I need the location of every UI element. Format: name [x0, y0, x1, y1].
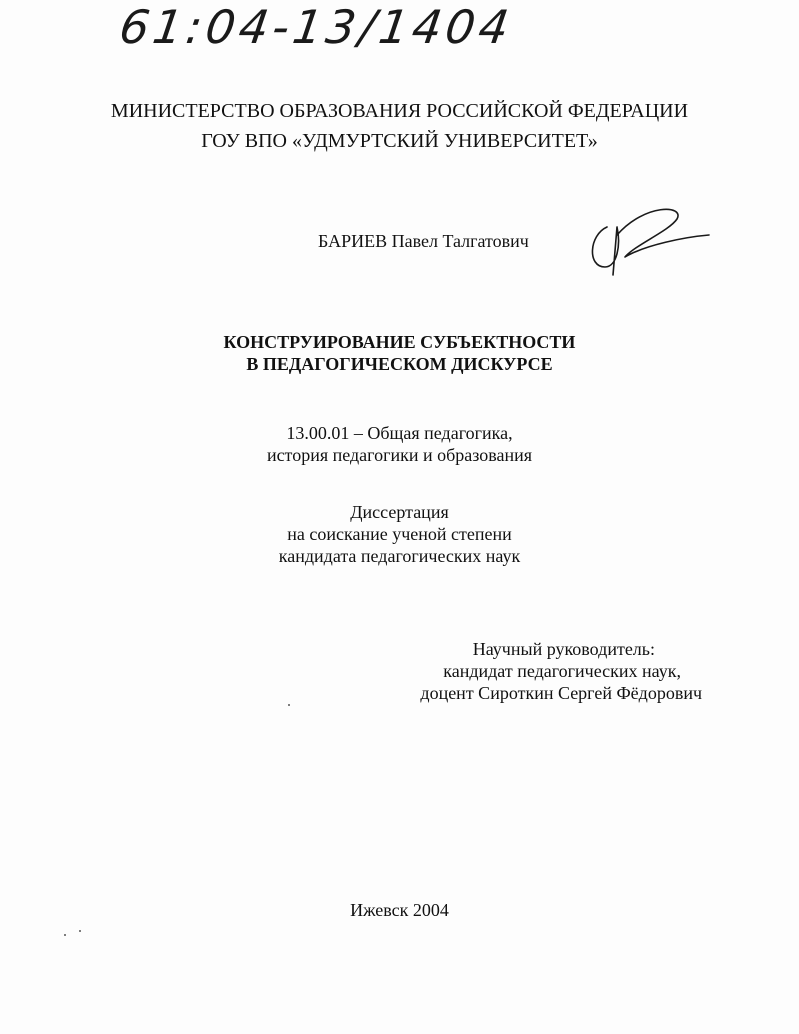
- specialty-code: [0, 422, 799, 466]
- scan-speck: [288, 704, 290, 706]
- title-line-1: КОНСТРУИРОВАНИЕ СУБЪЕКТНОСТИ: [223, 332, 576, 352]
- specialty-line-1: 13.00.01 – Общая педагогика,: [286, 423, 513, 443]
- degree-line-1: Диссертация: [350, 502, 449, 522]
- ministry-name: МИНИСТЕРСТВО ОБРАЗОВАНИЯ РОССИЙСКОЙ ФЕДЕРАЦИИ: [110, 100, 689, 122]
- supervisor-name: доцент Сироткин Сергей Фёдорович: [420, 683, 702, 703]
- archive-number-handwritten: 61:04-13/1404: [116, 0, 517, 54]
- scan-speck: [79, 930, 81, 932]
- university-name: ГОУ ВПО «УДМУРТСКИЙ УНИВЕРСИТЕТ»: [201, 130, 598, 152]
- supervisor-degree: кандидат педагогических наук,: [443, 661, 681, 681]
- degree-line-2: на соискание ученой степени: [287, 524, 512, 544]
- title-line-2: В ПЕДАГОГИЧЕСКОМ ДИСКУРСЕ: [246, 354, 553, 374]
- dissertation-title: [0, 331, 799, 375]
- author-signature: [585, 205, 715, 285]
- degree-statement: [0, 501, 799, 567]
- specialty-line-2: история педагогики и образования: [266, 445, 533, 465]
- institution-header: [0, 96, 799, 156]
- scientific-supervisor: [420, 638, 702, 704]
- city-year: Ижевск 2004: [350, 900, 449, 920]
- author-name: БАРИЕВ Павел Талгатович: [318, 231, 529, 251]
- degree-line-3: кандидата педагогических наук: [278, 546, 521, 566]
- supervisor-label: Научный руководитель:: [472, 639, 655, 659]
- scan-speck: [64, 934, 66, 936]
